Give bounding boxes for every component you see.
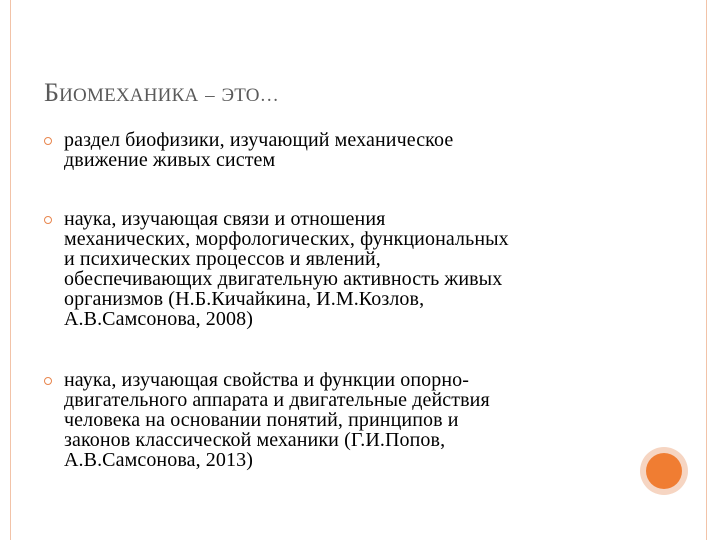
bullet-1-line-1: раздел биофизики, изучающий механическое [64, 129, 454, 151]
bullet-2-line-2: механических, морфологических, функциональных [64, 228, 509, 250]
bullet-item-1 [64, 130, 664, 170]
bullet-icon [44, 137, 52, 145]
bullet-2-line-1: наука, изучающая связи и отношения [64, 208, 386, 230]
decorative-circle-inner [646, 453, 682, 489]
bullet-3-line-1: наука, изучающая свойства и функции опорно- [64, 369, 470, 391]
slide-title-text: БИОМЕХАНИКА – ЭТО… [44, 78, 279, 107]
bullet-1-line-2: движение живых систем [64, 149, 276, 171]
slide-frame-left-line [10, 0, 11, 540]
slide-frame-right-line [706, 0, 707, 540]
bullet-icon [44, 216, 52, 224]
bullet-3-line-4: законов классической механики (Г.И.Попов, [64, 429, 446, 451]
bullet-2-line-4: обеспечивающих двигательную активность живых [64, 268, 503, 290]
bullet-3-line-2: двигательного аппарата и двигательные действия [64, 389, 490, 411]
bullet-3-line-5: А.В.Самсонова, 2013) [64, 449, 253, 471]
bullet-2-line-5: организмов (Н.Б.Кичайкина, И.М.Козлов, [64, 288, 425, 310]
bullet-2-line-6: А.В.Самсонова, 2008) [64, 308, 253, 330]
slide-title [44, 78, 279, 108]
bullet-icon [44, 377, 52, 385]
bullet-item-2 [64, 209, 664, 329]
bullet-item-3 [64, 370, 664, 470]
bullet-3-line-3: человека на основании понятий, принципов и [64, 409, 459, 431]
bullet-2-line-3: и психических процессов и явлений, [64, 248, 381, 270]
decorative-circle [640, 447, 688, 495]
